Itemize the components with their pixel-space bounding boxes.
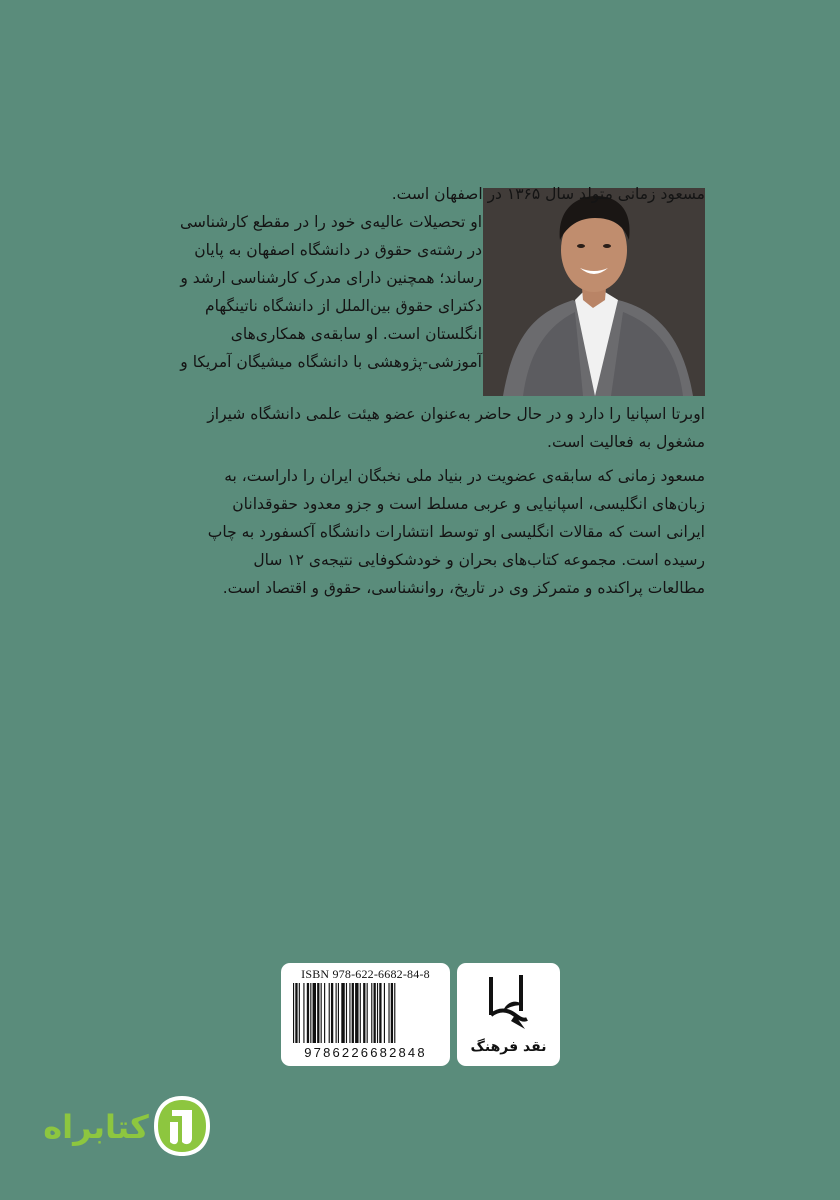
bio-line-1: مسعود زمانی متولد سال ۱۳۶۵ در اصفهان است. (391, 185, 705, 203)
barcode-bar (299, 983, 300, 1043)
bio-line-14: مطالعات پراکنده و متمرکز وی در تاریخ، روانشناسی، حقوق و اقتصاد است. (222, 579, 705, 597)
barcode-bar (371, 983, 372, 1043)
barcode-image (293, 983, 438, 1043)
ketabrah-brand-text: کتابراه (43, 1108, 149, 1146)
author-photo (483, 188, 705, 396)
bio-line-13: رسیده است. مجموعه کتاب‌های بحران و خودشکوفایی نتیجه‌ی ۱۲ سال (253, 551, 705, 569)
barcode-bar (363, 983, 365, 1043)
isbn-barcode-card (281, 963, 450, 1066)
barcode-bar (303, 983, 304, 1043)
barcode-bar (374, 983, 376, 1043)
ketabrah-watermark (40, 1094, 220, 1164)
isbn-label: ISBN 978-622-6682-84-8 (301, 967, 430, 981)
barcode-bar (310, 983, 311, 1043)
barcode-bar (391, 983, 393, 1043)
bio-line-4: رساند؛ همچنین دارای مدرک کارشناسی ارشد و (180, 269, 482, 287)
bio-line-12: ایرانی است که مقالات انگلیسی او توسط انتشارات دانشگاه آکسفورد به چاپ (207, 523, 705, 541)
barcode-bar (388, 983, 389, 1043)
barcode-bar (295, 983, 297, 1043)
bio-line-10: مسعود زمانی که سابقه‌ی عضویت در بنیاد ملی نخبگان ایران را داراست، به (224, 467, 705, 485)
publisher-card (457, 963, 560, 1066)
barcode-bar (307, 983, 309, 1043)
barcode-bar (329, 983, 330, 1043)
publisher-name: نقد فرهنگ (470, 1039, 547, 1055)
barcode-bar (331, 983, 333, 1043)
bio-line-2: او تحصیلات عالیه‌ی خود را در مقطع کارشناسی (179, 213, 482, 231)
barcode-bar (394, 983, 395, 1043)
barcode-bar (341, 983, 344, 1043)
publisher-logo-icon (485, 971, 533, 1035)
barcode-bar (355, 983, 358, 1043)
barcode-bar (360, 983, 361, 1043)
barcode-bar (336, 983, 337, 1043)
bio-line-3: در رشته‌ی حقوق در دانشگاه اصفهان به پایان (194, 241, 482, 259)
barcode-bar (352, 983, 354, 1043)
barcode-bar (338, 983, 339, 1043)
barcode-bar (317, 983, 319, 1043)
ketabrah-logo-icon (152, 1094, 212, 1158)
barcode-bar (346, 983, 347, 1043)
bio-line-11: زبان‌های انگلیسی، اسپانیایی و عربی مسلط است و جزو معدود حقوقدانان (232, 495, 705, 513)
barcode-bar (384, 983, 385, 1043)
barcode-bar (349, 983, 350, 1043)
barcode-bar (377, 983, 378, 1043)
barcode-bar (379, 983, 381, 1043)
barcode-bar (293, 983, 294, 1043)
bio-line-8: اوبرتا اسپانیا را دارد و در حال حاضر به‌عنوان عضو هیئت علمی دانشگاه شیراز (207, 405, 705, 423)
bio-line-7: آموزشی-پژوهشی با دانشگاه میشیگان آمریکا و (180, 353, 482, 371)
barcode-bar (324, 983, 325, 1043)
bio-line-5: دکترای حقوق بین‌الملل از دانشگاه ناتینگهام (205, 297, 482, 315)
barcode-bar (321, 983, 322, 1043)
barcode-bar (313, 983, 316, 1043)
bio-line-6: انگلستان است. او سابقه‌ی همکاری‌های (230, 325, 482, 343)
isbn-digits: 9786226682848 (304, 1045, 427, 1060)
barcode-bar (367, 983, 368, 1043)
bio-line-9: مشغول به فعالیت است. (547, 433, 705, 451)
